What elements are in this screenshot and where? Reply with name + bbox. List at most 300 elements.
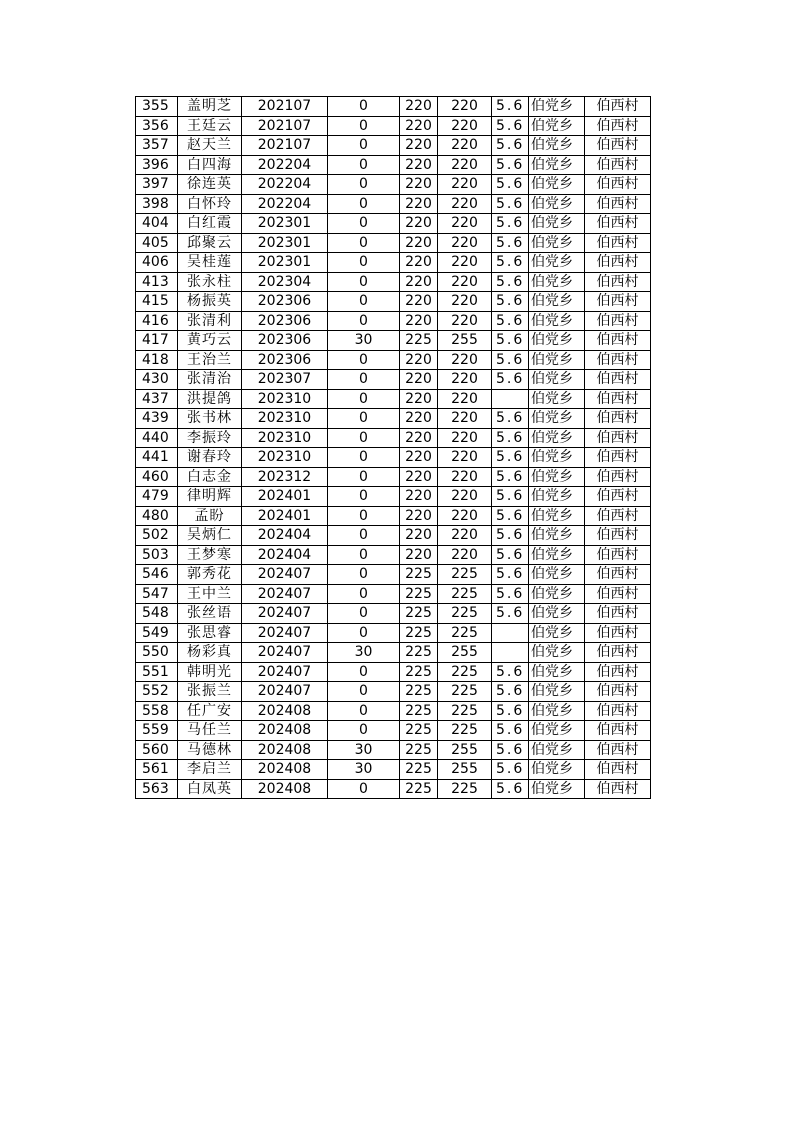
total-amount-cell: 220 xyxy=(438,214,492,234)
period-cell: 202107 xyxy=(242,97,328,117)
table-row xyxy=(136,331,651,351)
rate-cell xyxy=(492,389,529,409)
period-cell: 202407 xyxy=(242,623,328,643)
base-amount-cell: 220 xyxy=(400,409,438,429)
rate-cell: 5.6 xyxy=(492,604,529,624)
record-id-cell: 561 xyxy=(136,760,178,780)
rate-cell: 5.6 xyxy=(492,760,529,780)
table-row xyxy=(136,526,651,546)
record-id-cell: 355 xyxy=(136,97,178,117)
base-amount-cell: 220 xyxy=(400,233,438,253)
rate-cell: 5.6 xyxy=(492,116,529,136)
village-cell: 伯西村 xyxy=(585,760,651,780)
rate-cell: 5.6 xyxy=(492,467,529,487)
township-cell: 伯党乡 xyxy=(529,214,585,234)
period-cell: 202301 xyxy=(242,233,328,253)
record-id-cell: 549 xyxy=(136,623,178,643)
table-row xyxy=(136,643,651,663)
person-name-cell: 王治兰 xyxy=(178,350,242,370)
extra-amount-cell: 0 xyxy=(328,136,400,156)
village-cell: 伯西村 xyxy=(585,331,651,351)
rate-cell: 5.6 xyxy=(492,682,529,702)
rate-cell: 5.6 xyxy=(492,331,529,351)
period-cell: 202301 xyxy=(242,214,328,234)
base-amount-cell: 225 xyxy=(400,604,438,624)
extra-amount-cell: 0 xyxy=(328,604,400,624)
rate-cell: 5.6 xyxy=(492,545,529,565)
base-amount-cell: 220 xyxy=(400,253,438,273)
village-cell: 伯西村 xyxy=(585,467,651,487)
extra-amount-cell: 0 xyxy=(328,721,400,741)
period-cell: 202306 xyxy=(242,292,328,312)
record-id-cell: 417 xyxy=(136,331,178,351)
rate-cell: 5.6 xyxy=(492,97,529,117)
person-name-cell: 白四海 xyxy=(178,155,242,175)
extra-amount-cell: 0 xyxy=(328,584,400,604)
total-amount-cell: 220 xyxy=(438,448,492,468)
record-id-cell: 558 xyxy=(136,701,178,721)
total-amount-cell: 225 xyxy=(438,779,492,799)
base-amount-cell: 220 xyxy=(400,311,438,331)
total-amount-cell: 220 xyxy=(438,233,492,253)
base-amount-cell: 220 xyxy=(400,194,438,214)
village-cell: 伯西村 xyxy=(585,370,651,390)
village-cell: 伯西村 xyxy=(585,214,651,234)
extra-amount-cell: 0 xyxy=(328,292,400,312)
township-cell: 伯党乡 xyxy=(529,779,585,799)
township-cell: 伯党乡 xyxy=(529,487,585,507)
base-amount-cell: 220 xyxy=(400,506,438,526)
village-cell: 伯西村 xyxy=(585,565,651,585)
village-cell: 伯西村 xyxy=(585,740,651,760)
township-cell: 伯党乡 xyxy=(529,526,585,546)
township-cell: 伯党乡 xyxy=(529,331,585,351)
table-row xyxy=(136,740,651,760)
rate-cell: 5.6 xyxy=(492,175,529,195)
records-table xyxy=(135,96,651,799)
record-id-cell: 397 xyxy=(136,175,178,195)
rate-cell: 5.6 xyxy=(492,272,529,292)
person-name-cell: 张书林 xyxy=(178,409,242,429)
base-amount-cell: 220 xyxy=(400,526,438,546)
base-amount-cell: 225 xyxy=(400,740,438,760)
person-name-cell: 洪提鸽 xyxy=(178,389,242,409)
village-cell: 伯西村 xyxy=(585,292,651,312)
village-cell: 伯西村 xyxy=(585,97,651,117)
person-name-cell: 杨彩真 xyxy=(178,643,242,663)
period-cell: 202306 xyxy=(242,331,328,351)
rate-cell: 5.6 xyxy=(492,701,529,721)
village-cell: 伯西村 xyxy=(585,487,651,507)
total-amount-cell: 225 xyxy=(438,565,492,585)
person-name-cell: 白志金 xyxy=(178,467,242,487)
extra-amount-cell: 0 xyxy=(328,662,400,682)
person-name-cell: 张思睿 xyxy=(178,623,242,643)
period-cell: 202307 xyxy=(242,370,328,390)
period-cell: 202310 xyxy=(242,428,328,448)
village-cell: 伯西村 xyxy=(585,116,651,136)
table-row xyxy=(136,409,651,429)
rate-cell: 5.6 xyxy=(492,662,529,682)
rate-cell: 5.6 xyxy=(492,350,529,370)
extra-amount-cell: 0 xyxy=(328,194,400,214)
person-name-cell: 张振兰 xyxy=(178,682,242,702)
base-amount-cell: 225 xyxy=(400,565,438,585)
record-id-cell: 479 xyxy=(136,487,178,507)
period-cell: 202304 xyxy=(242,272,328,292)
total-amount-cell: 225 xyxy=(438,701,492,721)
village-cell: 伯西村 xyxy=(585,584,651,604)
person-name-cell: 张清利 xyxy=(178,311,242,331)
record-id-cell: 551 xyxy=(136,662,178,682)
record-id-cell: 440 xyxy=(136,428,178,448)
rate-cell: 5.6 xyxy=(492,409,529,429)
rate-cell: 5.6 xyxy=(492,233,529,253)
records-table-body xyxy=(136,97,651,799)
township-cell: 伯党乡 xyxy=(529,428,585,448)
village-cell: 伯西村 xyxy=(585,526,651,546)
village-cell: 伯西村 xyxy=(585,155,651,175)
total-amount-cell: 220 xyxy=(438,97,492,117)
period-cell: 202408 xyxy=(242,779,328,799)
person-name-cell: 白凤英 xyxy=(178,779,242,799)
extra-amount-cell: 0 xyxy=(328,487,400,507)
extra-amount-cell: 0 xyxy=(328,233,400,253)
township-cell: 伯党乡 xyxy=(529,292,585,312)
person-name-cell: 马任兰 xyxy=(178,721,242,741)
period-cell: 202204 xyxy=(242,194,328,214)
record-id-cell: 502 xyxy=(136,526,178,546)
total-amount-cell: 220 xyxy=(438,194,492,214)
base-amount-cell: 220 xyxy=(400,448,438,468)
township-cell: 伯党乡 xyxy=(529,643,585,663)
table-row xyxy=(136,623,651,643)
township-cell: 伯党乡 xyxy=(529,272,585,292)
table-row xyxy=(136,467,651,487)
person-name-cell: 王中兰 xyxy=(178,584,242,604)
rate-cell: 5.6 xyxy=(492,311,529,331)
rate-cell: 5.6 xyxy=(492,740,529,760)
person-name-cell: 徐连英 xyxy=(178,175,242,195)
total-amount-cell: 220 xyxy=(438,467,492,487)
total-amount-cell: 220 xyxy=(438,545,492,565)
total-amount-cell: 220 xyxy=(438,389,492,409)
table-row xyxy=(136,136,651,156)
base-amount-cell: 220 xyxy=(400,292,438,312)
base-amount-cell: 225 xyxy=(400,682,438,702)
village-cell: 伯西村 xyxy=(585,409,651,429)
person-name-cell: 郭秀花 xyxy=(178,565,242,585)
period-cell: 202408 xyxy=(242,740,328,760)
record-id-cell: 547 xyxy=(136,584,178,604)
table-row xyxy=(136,721,651,741)
extra-amount-cell: 0 xyxy=(328,682,400,702)
base-amount-cell: 220 xyxy=(400,155,438,175)
person-name-cell: 邱聚云 xyxy=(178,233,242,253)
person-name-cell: 赵天兰 xyxy=(178,136,242,156)
rate-cell: 5.6 xyxy=(492,428,529,448)
record-id-cell: 406 xyxy=(136,253,178,273)
total-amount-cell: 220 xyxy=(438,350,492,370)
table-row xyxy=(136,506,651,526)
township-cell: 伯党乡 xyxy=(529,311,585,331)
period-cell: 202407 xyxy=(242,662,328,682)
extra-amount-cell: 0 xyxy=(328,97,400,117)
rate-cell: 5.6 xyxy=(492,721,529,741)
person-name-cell: 王梦寒 xyxy=(178,545,242,565)
total-amount-cell: 220 xyxy=(438,370,492,390)
total-amount-cell: 220 xyxy=(438,526,492,546)
record-id-cell: 356 xyxy=(136,116,178,136)
total-amount-cell: 225 xyxy=(438,584,492,604)
extra-amount-cell: 0 xyxy=(328,350,400,370)
person-name-cell: 谢春玲 xyxy=(178,448,242,468)
total-amount-cell: 220 xyxy=(438,409,492,429)
record-id-cell: 559 xyxy=(136,721,178,741)
township-cell: 伯党乡 xyxy=(529,136,585,156)
rate-cell: 5.6 xyxy=(492,526,529,546)
extra-amount-cell: 0 xyxy=(328,389,400,409)
village-cell: 伯西村 xyxy=(585,194,651,214)
table-row xyxy=(136,155,651,175)
table-row xyxy=(136,662,651,682)
total-amount-cell: 220 xyxy=(438,116,492,136)
township-cell: 伯党乡 xyxy=(529,760,585,780)
period-cell: 202306 xyxy=(242,311,328,331)
township-cell: 伯党乡 xyxy=(529,740,585,760)
person-name-cell: 李振玲 xyxy=(178,428,242,448)
period-cell: 202401 xyxy=(242,506,328,526)
table-row xyxy=(136,97,651,117)
period-cell: 202408 xyxy=(242,701,328,721)
person-name-cell: 孟盼 xyxy=(178,506,242,526)
table-row xyxy=(136,253,651,273)
record-id-cell: 396 xyxy=(136,155,178,175)
township-cell: 伯党乡 xyxy=(529,194,585,214)
base-amount-cell: 225 xyxy=(400,779,438,799)
period-cell: 202407 xyxy=(242,643,328,663)
record-id-cell: 398 xyxy=(136,194,178,214)
rate-cell: 5.6 xyxy=(492,779,529,799)
rate-cell: 5.6 xyxy=(492,448,529,468)
period-cell: 202310 xyxy=(242,409,328,429)
table-row xyxy=(136,116,651,136)
township-cell: 伯党乡 xyxy=(529,584,585,604)
person-name-cell: 白怀玲 xyxy=(178,194,242,214)
table-row xyxy=(136,175,651,195)
table-row xyxy=(136,448,651,468)
period-cell: 202401 xyxy=(242,487,328,507)
village-cell: 伯西村 xyxy=(585,389,651,409)
extra-amount-cell: 0 xyxy=(328,779,400,799)
township-cell: 伯党乡 xyxy=(529,506,585,526)
period-cell: 202404 xyxy=(242,526,328,546)
table-row xyxy=(136,565,651,585)
person-name-cell: 李启兰 xyxy=(178,760,242,780)
table-row xyxy=(136,370,651,390)
period-cell: 202310 xyxy=(242,389,328,409)
person-name-cell: 王廷云 xyxy=(178,116,242,136)
record-id-cell: 480 xyxy=(136,506,178,526)
extra-amount-cell: 0 xyxy=(328,370,400,390)
total-amount-cell: 255 xyxy=(438,740,492,760)
township-cell: 伯党乡 xyxy=(529,721,585,741)
table-row xyxy=(136,350,651,370)
table-row xyxy=(136,292,651,312)
period-cell: 202407 xyxy=(242,604,328,624)
extra-amount-cell: 0 xyxy=(328,175,400,195)
period-cell: 202107 xyxy=(242,136,328,156)
table-row xyxy=(136,545,651,565)
rate-cell: 5.6 xyxy=(492,214,529,234)
record-id-cell: 548 xyxy=(136,604,178,624)
township-cell: 伯党乡 xyxy=(529,409,585,429)
base-amount-cell: 225 xyxy=(400,701,438,721)
table-row xyxy=(136,194,651,214)
village-cell: 伯西村 xyxy=(585,604,651,624)
record-id-cell: 563 xyxy=(136,779,178,799)
extra-amount-cell: 0 xyxy=(328,272,400,292)
village-cell: 伯西村 xyxy=(585,545,651,565)
extra-amount-cell: 0 xyxy=(328,565,400,585)
total-amount-cell: 220 xyxy=(438,175,492,195)
person-name-cell: 吴炳仁 xyxy=(178,526,242,546)
total-amount-cell: 225 xyxy=(438,604,492,624)
rate-cell: 5.6 xyxy=(492,506,529,526)
extra-amount-cell: 0 xyxy=(328,545,400,565)
table-row xyxy=(136,311,651,331)
extra-amount-cell: 0 xyxy=(328,506,400,526)
period-cell: 202107 xyxy=(242,116,328,136)
extra-amount-cell: 30 xyxy=(328,643,400,663)
rate-cell xyxy=(492,623,529,643)
table-row xyxy=(136,584,651,604)
period-cell: 202408 xyxy=(242,721,328,741)
village-cell: 伯西村 xyxy=(585,136,651,156)
base-amount-cell: 220 xyxy=(400,175,438,195)
base-amount-cell: 225 xyxy=(400,643,438,663)
township-cell: 伯党乡 xyxy=(529,448,585,468)
table-row xyxy=(136,682,651,702)
village-cell: 伯西村 xyxy=(585,428,651,448)
record-id-cell: 552 xyxy=(136,682,178,702)
extra-amount-cell: 0 xyxy=(328,448,400,468)
base-amount-cell: 220 xyxy=(400,389,438,409)
township-cell: 伯党乡 xyxy=(529,565,585,585)
village-cell: 伯西村 xyxy=(585,272,651,292)
township-cell: 伯党乡 xyxy=(529,623,585,643)
rate-cell: 5.6 xyxy=(492,155,529,175)
township-cell: 伯党乡 xyxy=(529,116,585,136)
base-amount-cell: 220 xyxy=(400,272,438,292)
table-row xyxy=(136,214,651,234)
person-name-cell: 韩明光 xyxy=(178,662,242,682)
table-row xyxy=(136,779,651,799)
period-cell: 202301 xyxy=(242,253,328,273)
rate-cell: 5.6 xyxy=(492,487,529,507)
rate-cell: 5.6 xyxy=(492,292,529,312)
extra-amount-cell: 0 xyxy=(328,116,400,136)
person-name-cell: 白红霞 xyxy=(178,214,242,234)
table-row xyxy=(136,428,651,448)
record-id-cell: 405 xyxy=(136,233,178,253)
rate-cell: 5.6 xyxy=(492,370,529,390)
record-id-cell: 404 xyxy=(136,214,178,234)
township-cell: 伯党乡 xyxy=(529,682,585,702)
record-id-cell: 418 xyxy=(136,350,178,370)
extra-amount-cell: 0 xyxy=(328,623,400,643)
township-cell: 伯党乡 xyxy=(529,175,585,195)
record-id-cell: 415 xyxy=(136,292,178,312)
rate-cell: 5.6 xyxy=(492,136,529,156)
village-cell: 伯西村 xyxy=(585,350,651,370)
township-cell: 伯党乡 xyxy=(529,233,585,253)
person-name-cell: 盖明芝 xyxy=(178,97,242,117)
base-amount-cell: 220 xyxy=(400,350,438,370)
rate-cell: 5.6 xyxy=(492,584,529,604)
village-cell: 伯西村 xyxy=(585,623,651,643)
township-cell: 伯党乡 xyxy=(529,389,585,409)
period-cell: 202404 xyxy=(242,545,328,565)
person-name-cell: 任广安 xyxy=(178,701,242,721)
township-cell: 伯党乡 xyxy=(529,662,585,682)
extra-amount-cell: 0 xyxy=(328,428,400,448)
village-cell: 伯西村 xyxy=(585,779,651,799)
period-cell: 202407 xyxy=(242,682,328,702)
extra-amount-cell: 0 xyxy=(328,253,400,273)
extra-amount-cell: 0 xyxy=(328,214,400,234)
base-amount-cell: 225 xyxy=(400,760,438,780)
village-cell: 伯西村 xyxy=(585,175,651,195)
base-amount-cell: 220 xyxy=(400,136,438,156)
record-id-cell: 550 xyxy=(136,643,178,663)
table-row xyxy=(136,389,651,409)
record-id-cell: 439 xyxy=(136,409,178,429)
total-amount-cell: 255 xyxy=(438,643,492,663)
base-amount-cell: 220 xyxy=(400,545,438,565)
record-id-cell: 416 xyxy=(136,311,178,331)
extra-amount-cell: 0 xyxy=(328,526,400,546)
village-cell: 伯西村 xyxy=(585,701,651,721)
base-amount-cell: 220 xyxy=(400,214,438,234)
township-cell: 伯党乡 xyxy=(529,97,585,117)
rate-cell xyxy=(492,643,529,663)
village-cell: 伯西村 xyxy=(585,643,651,663)
person-name-cell: 张清治 xyxy=(178,370,242,390)
village-cell: 伯西村 xyxy=(585,233,651,253)
village-cell: 伯西村 xyxy=(585,448,651,468)
record-id-cell: 560 xyxy=(136,740,178,760)
record-id-cell: 430 xyxy=(136,370,178,390)
total-amount-cell: 225 xyxy=(438,662,492,682)
village-cell: 伯西村 xyxy=(585,662,651,682)
record-id-cell: 437 xyxy=(136,389,178,409)
township-cell: 伯党乡 xyxy=(529,701,585,721)
township-cell: 伯党乡 xyxy=(529,545,585,565)
township-cell: 伯党乡 xyxy=(529,155,585,175)
total-amount-cell: 220 xyxy=(438,292,492,312)
total-amount-cell: 225 xyxy=(438,682,492,702)
extra-amount-cell: 0 xyxy=(328,311,400,331)
total-amount-cell: 220 xyxy=(438,253,492,273)
table-row xyxy=(136,272,651,292)
base-amount-cell: 225 xyxy=(400,331,438,351)
base-amount-cell: 220 xyxy=(400,116,438,136)
total-amount-cell: 255 xyxy=(438,331,492,351)
township-cell: 伯党乡 xyxy=(529,467,585,487)
person-name-cell: 张丝语 xyxy=(178,604,242,624)
table-row xyxy=(136,760,651,780)
